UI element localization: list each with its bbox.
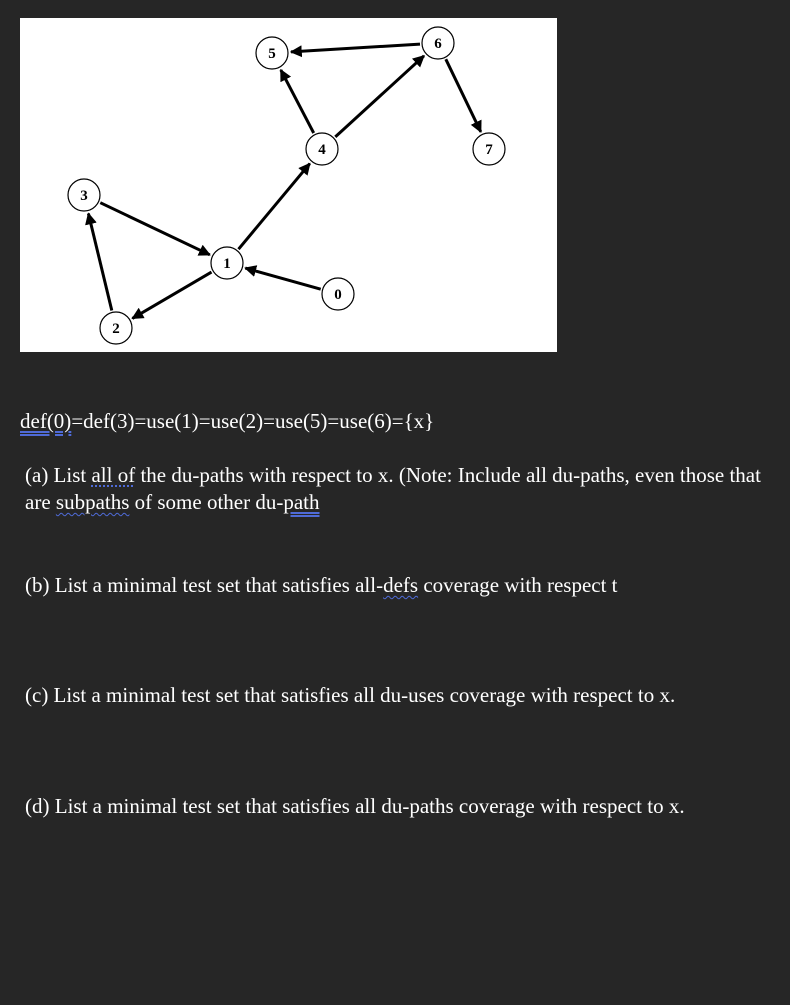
node-5 (256, 37, 288, 69)
node-0 (322, 278, 354, 310)
edge-1-to-4 (239, 164, 310, 250)
node-label-4: 4 (318, 142, 326, 158)
node-label-1: 1 (223, 256, 231, 272)
def-use-rest: =def(3)=use(1)=use(2)=use(5)=use(6)={x} (71, 409, 435, 433)
question-b-part1: (b) List a minimal test set that satisfies all- (25, 573, 384, 597)
edge-1-to-2 (132, 272, 211, 318)
node-label-3: 3 (80, 188, 88, 204)
edge-4-to-5 (281, 70, 314, 133)
edge-0-to-1 (245, 268, 320, 289)
edge-2-to-3 (88, 214, 111, 311)
node-6 (422, 27, 454, 59)
question-c: (c) List a minimal test set that satisfies all du-uses coverage with respect to x. (25, 683, 676, 707)
graph-diagram (20, 18, 557, 352)
node-2 (100, 312, 132, 344)
edges-layer (88, 44, 480, 318)
question-d: (d) List a minimal test set that satisfies all du-paths coverage with respect to x. (25, 794, 685, 818)
question-b (25, 572, 618, 599)
question-a-path: path (283, 490, 320, 514)
node-3 (68, 179, 100, 211)
node-label-2: 2 (112, 321, 120, 337)
edge-6-to-7 (446, 59, 481, 132)
node-1 (211, 247, 243, 279)
edge-3-to-1 (100, 203, 210, 255)
question-a-part3: of some other du- (129, 490, 284, 514)
node-4 (306, 133, 338, 165)
node-label-6: 6 (434, 36, 442, 52)
node-7 (473, 133, 505, 165)
graph-svg (20, 18, 557, 352)
question-b-defs: defs (383, 573, 419, 597)
node-label-0: 0 (334, 287, 342, 303)
node-label-7: 7 (485, 142, 493, 158)
nodes-layer (68, 27, 505, 344)
def-use-statement (20, 408, 434, 435)
edge-4-to-6 (335, 56, 424, 137)
question-a-part1: (a) List (25, 463, 92, 487)
def-0-term: def(0) (20, 409, 72, 433)
question-a-subpaths: subpaths (55, 490, 130, 514)
node-label-5: 5 (268, 46, 276, 62)
question-a (25, 462, 785, 516)
edge-6-to-5 (291, 44, 420, 52)
question-a-all-of: all of (91, 463, 136, 487)
question-a-part2: the du-paths with respect to x. (Note: Include all du-paths, even those that are (25, 463, 761, 514)
question-b-part2: coverage with respect t (418, 573, 618, 597)
